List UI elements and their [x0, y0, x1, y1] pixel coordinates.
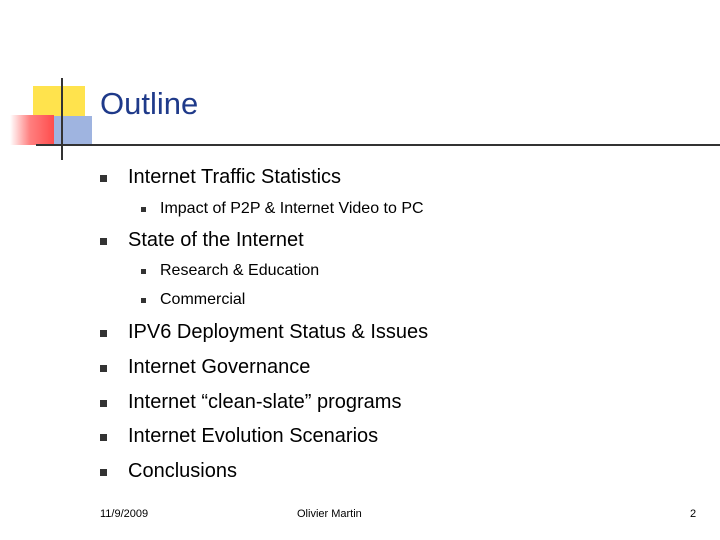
list-item-text: State of the Internet — [128, 229, 304, 251]
bullet-square-icon — [100, 238, 107, 245]
list-item-text: Research & Education — [160, 262, 320, 279]
bullet-square-icon — [100, 400, 107, 407]
bullet-square-icon — [100, 469, 107, 476]
bullet-square-icon — [141, 298, 146, 303]
list-item-text: Internet Traffic Statistics — [128, 166, 342, 188]
page-number: 2 — [690, 508, 697, 520]
logo-red-square — [10, 115, 54, 145]
list-item-text: Impact of P2P & Internet Video to PC — [160, 200, 424, 217]
title-vertical-line — [61, 78, 63, 160]
bullet-square-icon — [141, 207, 146, 212]
bullet-square-icon — [141, 269, 146, 274]
list-item-text: Commercial — [160, 291, 246, 308]
bullet-square-icon — [100, 434, 107, 441]
footer-date: 11/9/2009 — [100, 508, 149, 520]
slide-title: Outline — [100, 86, 199, 121]
logo-blue-square — [54, 116, 92, 146]
list-item-text: Conclusions — [128, 460, 237, 482]
footer-author: Olivier Martin — [297, 508, 362, 520]
list-item-text: IPV6 Deployment Status & Issues — [128, 321, 429, 343]
bullet-square-icon — [100, 330, 107, 337]
list-item-text: Internet Evolution Scenarios — [128, 425, 379, 447]
list-item-text: Internet “clean-slate” programs — [128, 391, 402, 413]
bullet-square-icon — [100, 365, 107, 372]
bullet-square-icon — [100, 175, 107, 182]
title-underline — [36, 144, 720, 146]
list-item-text: Internet Governance — [128, 356, 311, 378]
